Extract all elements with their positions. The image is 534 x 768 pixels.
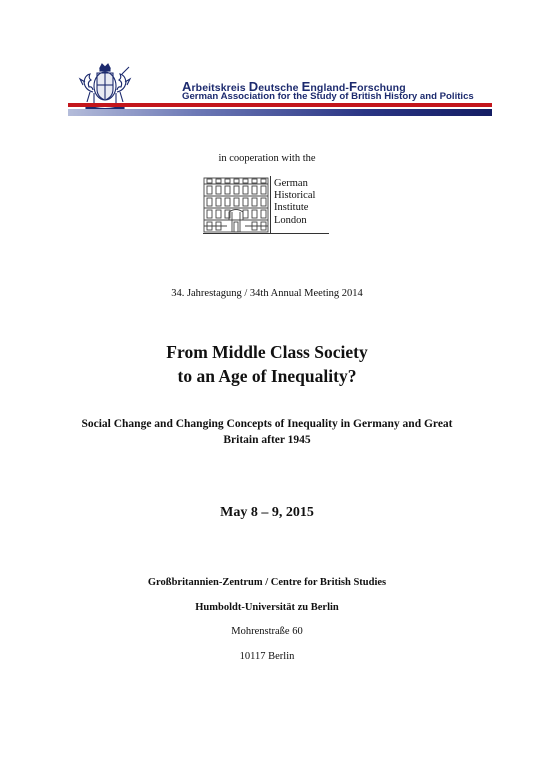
royal-coat-of-arms-icon — [76, 62, 134, 116]
venue-university: Humboldt-Universität zu Berlin — [195, 601, 339, 613]
cooperation-text: in cooperation with the — [218, 153, 316, 164]
partner-logo-divider — [270, 176, 271, 234]
building-facade-icon — [203, 176, 269, 234]
organization-subtitle: German Association for the Study of British History and Politics — [182, 91, 474, 102]
event-subtitle: Social Change and Changing Concepts of Inequality in Germany and Great Britain after 1945 — [81, 418, 453, 446]
event-date: May 8 – 9, 2015 — [220, 505, 314, 520]
header-blue-band — [68, 109, 492, 116]
partner-name: German Historical Institute London — [274, 178, 316, 226]
header-red-band — [68, 103, 492, 107]
partner-logo-baseline — [203, 233, 329, 234]
venue-street: Mohrenstraße 60 — [231, 626, 303, 637]
event-title: From Middle Class Society to an Age of Inequality? — [166, 342, 368, 386]
organization-name: Arbeitskreis Deutsche England-Forschung — [182, 79, 406, 94]
meeting-line: 34. Jahrestagung / 34th Annual Meeting 2014 — [171, 288, 363, 299]
venue-address — [0, 577, 534, 675]
venue-city: 10117 Berlin — [239, 650, 295, 662]
venue-centre: Großbritannien-Zentrum / Centre for British Studies — [147, 577, 387, 588]
